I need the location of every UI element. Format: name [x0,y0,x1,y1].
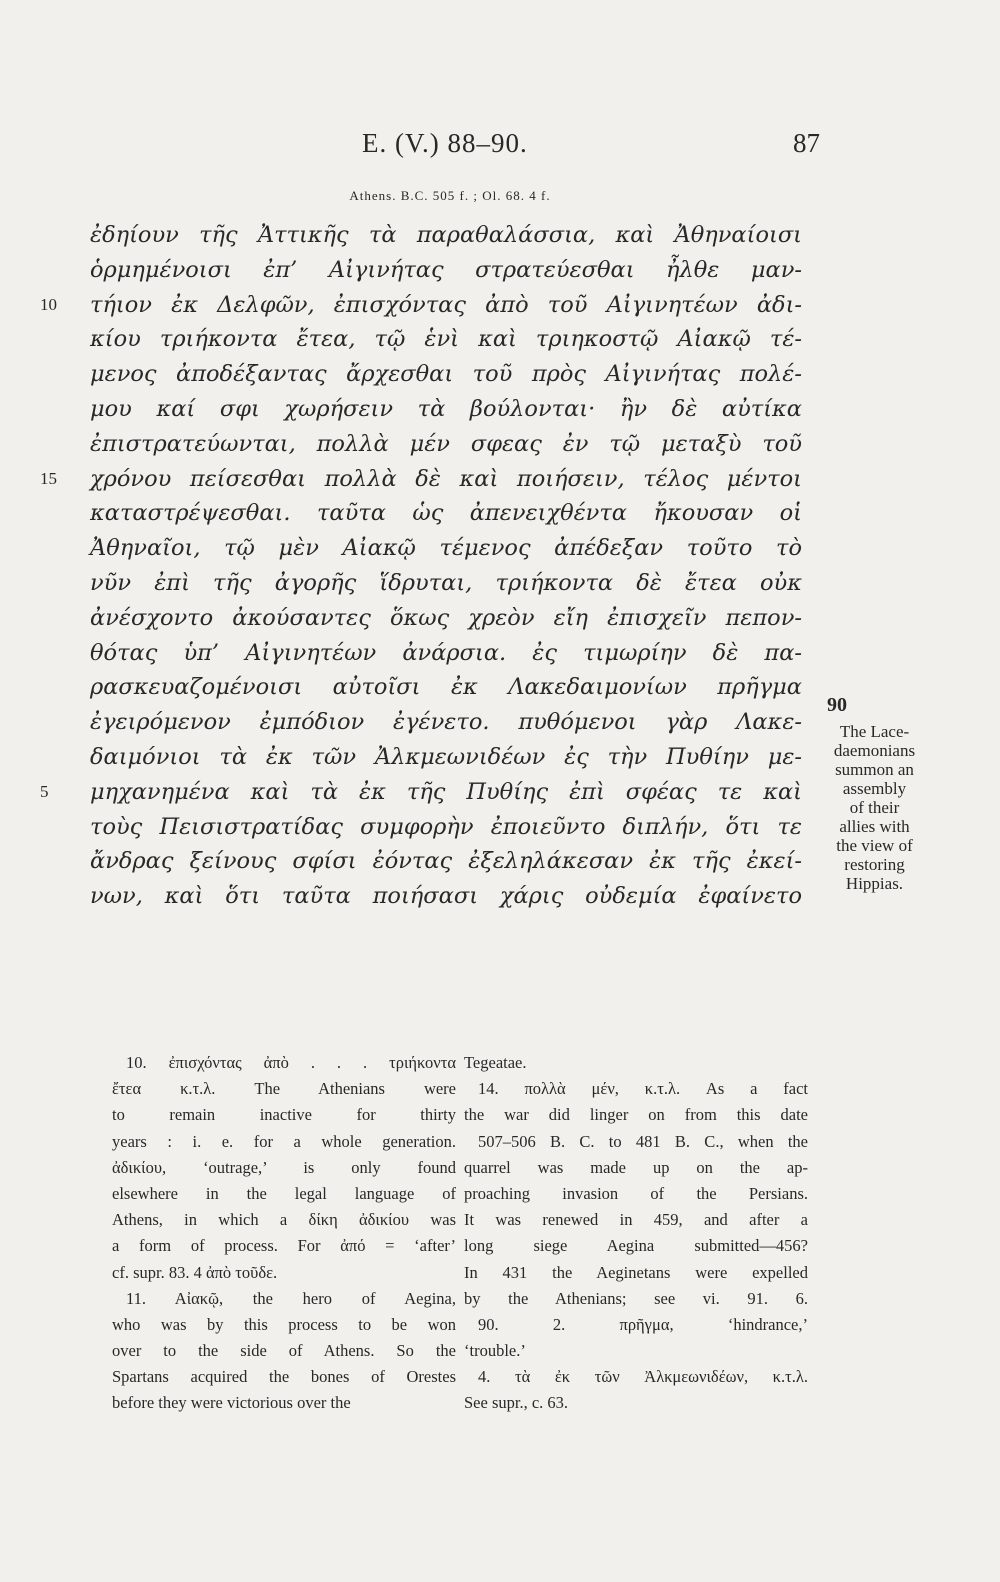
marginal-note-line: allies with [839,817,910,836]
note-line: who was by this process to be won [112,1314,456,1334]
line-number: 15 [40,468,57,488]
section-reference: E. (V.) 88–90. [362,128,528,158]
text-line [0,357,1000,392]
note-line: long siege Aegina submitted—456? [464,1236,808,1256]
text-line [0,566,1000,601]
marginal-note [817,722,932,893]
note-line: the war did linger on from this date [464,1105,808,1125]
line-text: τοὺς Πεισιστρατίδας συμφορὴν ἐποιεῦντο διπλήν, ὅτι τε [90,813,802,840]
line-text: μου καί σφι χωρήσειν τὰ βούλονται· ἢν δὲ αὐτίκα [90,395,802,422]
line-text: θότας ὑπ’ Αἰγινητέων ἀνάρσια. ἐς τιμωρίην δὲ πα- [90,639,802,666]
note-line: before they were victorious over the [112,1393,351,1413]
note-line: Athens, in which a δίκη ἀδικίου was [112,1210,456,1230]
note-line: It was renewed in 459, and after a [464,1210,808,1230]
subheading: Athens. B.C. 505 f. ; Ol. 68. 4 f. [349,188,551,203]
line-text: ὁρμημένοισι ἐπ’ Αἰγινήτας στρατεύεσθαι ἦλθε μαν- [90,256,802,283]
note-line: In 431 the Aeginetans were expelled [464,1262,808,1282]
note-line: a form of process. For ἀπό = ‘after’ [112,1236,456,1256]
line-text: καταστρέψεσθαι. ταῦτα ὡς ἀπενειχθέντα ἤκουσαν οἱ [90,500,802,527]
line-text: ρασκευαζομένοισι αὐτοῖσι ἐκ Λακεδαιμονίων πρῆγμα [90,674,802,701]
text-line [0,218,1000,253]
marginal-note-line: the view of [836,836,913,855]
text-line [0,670,1000,705]
line-text: ἄνδρας ξείνους σφίσι ἐόντας ἐξεληλάκεσαν ἐκ τῆς ἐκεί- [90,848,802,875]
text-line [0,462,1000,497]
marginal-note-line: summon an [835,760,914,779]
line-text: νων, καὶ ὅτι ταῦτα ποιήσασι χάρις οὐδεμία ἐφαίνετο [90,883,802,910]
note-line: over to the side of Athens. So the [112,1341,456,1361]
line-text: ἐδηίουν τῆς Ἀττικῆς τὰ παραθαλάσσια, καὶ Ἀθηναίοισι [90,222,802,248]
note-line: proaching invasion of the Persians. [464,1183,808,1203]
note-line: Tegeatae. [464,1053,527,1072]
note-line: to remain inactive for thirty [112,1105,456,1125]
notes-column-right [464,1050,808,1417]
note-line: 507–506 B. C. to 481 B. C., when the [478,1131,808,1151]
text-line [0,253,1000,288]
note-line: 11. Αἰακῷ, the hero of Aegina, [126,1288,456,1308]
line-text: τήιον ἐκ Δελφῶν, ἐπισχόντας ἀπὸ τοῦ Αἰγινητέων ἀδι- [90,291,802,318]
text-line [0,531,1000,566]
line-text: μενος ἀποδέξαντας ἄρχεσθαι τοῦ πρὸς Αἰγινήτας πολέ- [90,361,802,388]
text-line [0,322,1000,357]
text-line [0,601,1000,636]
chapter-number: 90 [827,694,847,716]
page-number: 87 [793,128,820,158]
text-line [0,288,1000,323]
note-line: by the Athenians; see vi. 91. 6. [464,1288,808,1308]
text-line [0,496,1000,531]
note-line: 14. πολλὰ μέν, κ.τ.λ. As a fact [478,1079,808,1099]
marginal-note-line: restoring [844,855,905,874]
line-text: ἐπιστρατεύωνται, πολλὰ μέν σφεας ἐν τῷ μεταξὺ τοῦ [90,430,802,457]
notes-column-left [112,1050,456,1417]
note-line: Spartans acquired the bones of Orestes [112,1367,456,1387]
line-number: 5 [40,781,49,801]
note-line: ‘trouble.’ [464,1341,526,1361]
text-line [0,392,1000,427]
line-text: δαιμόνιοι τὰ ἐκ τῶν Ἀλκμεωνιδέων ἐς τὴν Πυθίην με- [90,743,802,770]
note-line: 10. ἐπισχόντας ἀπὸ . . . τριήκοντα [126,1053,456,1072]
note-line: quarrel was made up on the ap- [464,1157,808,1177]
line-text: νῦν ἐπὶ τῆς ἀγορῆς ἵδρυται, τριήκοντα δὲ ἔτεα οὐκ [90,569,802,596]
note-line: elsewhere in the legal language of [112,1183,456,1203]
marginal-note-line: assembly [842,779,907,798]
line-text: Ἀθηναῖοι, τῷ μὲν Αἰακῷ τέμενος ἀπέδεξαν τοῦτο τὸ [90,535,802,562]
marginal-note-line: Hippias. [845,874,904,893]
note-line: 4. τὰ ἐκ τῶν Ἀλκμεωνιδέων, κ.τ.λ. [478,1367,808,1387]
running-head [80,128,820,168]
marginal-note-line: The Lace- [839,722,910,741]
marginal-note-line: daemonians [833,741,916,760]
note-line: ἀδικίου, ‘outrage,’ is only found [112,1157,456,1177]
note-line: 90. 2. πρῆγμα, ‘hindrance,’ [478,1314,808,1334]
line-text: χρόνου πείσεσθαι πολλὰ δὲ καὶ ποιήσειν, τέλος μέντοι [90,465,802,492]
line-text: μηχανημένα καὶ τὰ ἐκ τῆς Πυθίης ἐπὶ σφέας τε καὶ [90,778,802,805]
line-text: ἐγειρόμενον ἐμπόδιον ἐγένετο. πυθόμενοι γὰρ Λακε- [90,709,802,736]
marginal-note-line: of their [849,798,900,817]
line-text: κίου τριήκοντα ἔτεα, τῷ ἑνὶ καὶ τριηκοστῷ Αἰακῷ τέ- [90,326,802,353]
text-line [0,636,1000,671]
text-line [0,427,1000,462]
line-number: 10 [40,294,57,314]
note-line: See supr., c. 63. [464,1393,569,1413]
line-text: ἀνέσχοντο ἀκούσαντες ὅκως χρεὸν εἴη ἐπισχεῖν πεπον- [90,604,802,631]
note-line: years : i. e. for a whole generation. [112,1131,456,1151]
note-line: cf. supr. 83. 4 ἀπὸ τοῦδε. [112,1262,278,1282]
note-line: ἔτεα κ.τ.λ. The Athenians were [112,1079,456,1099]
